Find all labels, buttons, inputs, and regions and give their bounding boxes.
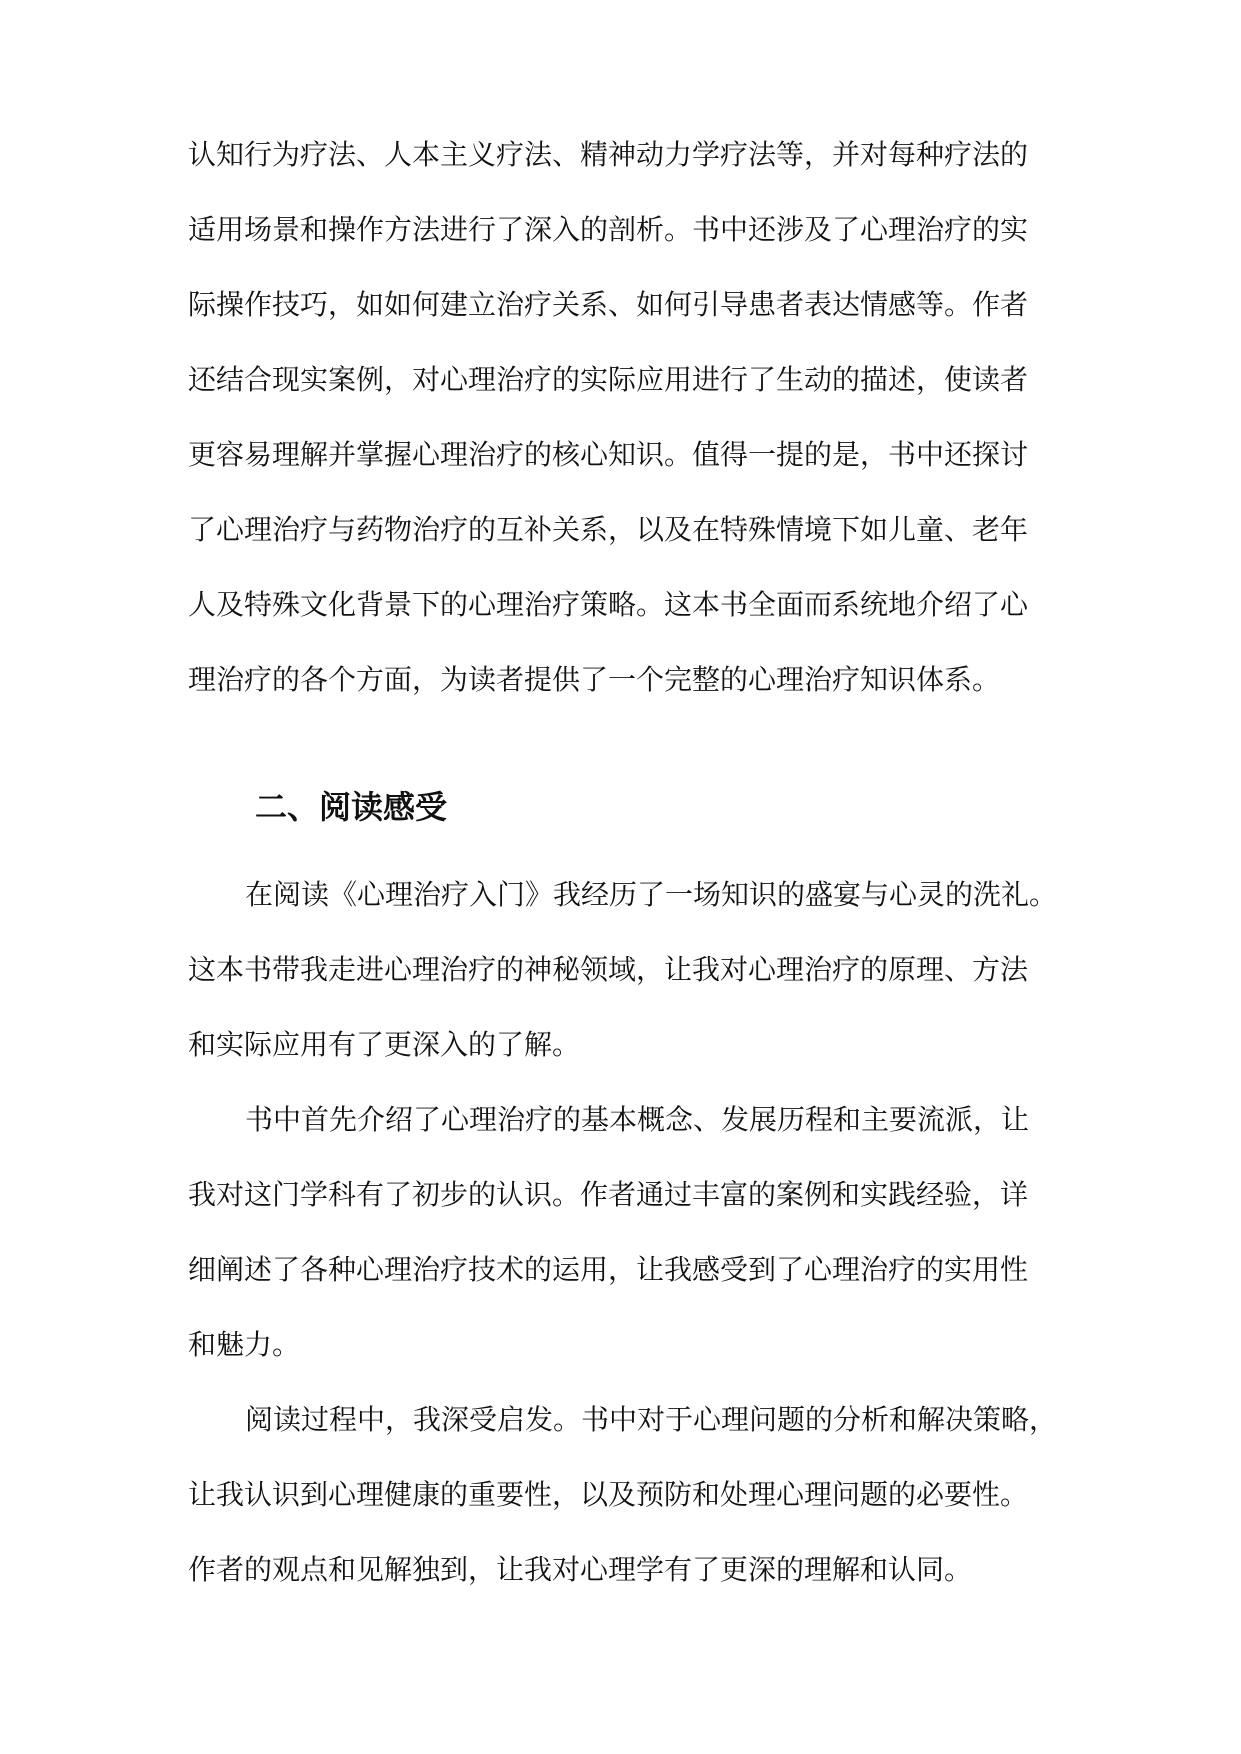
paragraph-4-line-2: 让我认识到心理健康的重要性，以及预防和处理心理问题的必要性。 — [188, 1478, 1029, 1511]
paragraph-2-line-1: 在阅读《心理治疗入门》我经历了一场知识的盛宴与心灵的洗礼。 — [245, 878, 1058, 911]
paragraph-1-line-6: 了心理治疗与药物治疗的互补关系，以及在特殊情境下如儿童、老年 — [188, 513, 1029, 546]
paragraph-2-line-3: 和实际应用有了更深入的了解。 — [188, 1028, 581, 1061]
paragraph-2-line-2: 这本书带我走进心理治疗的神秘领域，让我对心理治疗的原理、方法 — [188, 953, 1029, 986]
paragraph-3-line-3: 细阐述了各种心理治疗技术的运用，让我感受到了心理治疗的实用性 — [188, 1253, 1029, 1286]
paragraph-1-line-7: 人及特殊文化背景下的心理治疗策略。这本书全面而系统地介绍了心 — [188, 588, 1029, 621]
paragraph-3-line-2: 我对这门学科有了初步的认识。作者通过丰富的案例和实践经验，详 — [188, 1178, 1029, 1211]
paragraph-3-line-4: 和魅力。 — [188, 1328, 301, 1361]
paragraph-4-line-1: 阅读过程中，我深受启发。书中对于心理问题的分析和解决策略， — [245, 1403, 1058, 1436]
section-heading: 二、阅读感受 — [255, 788, 448, 826]
paragraph-1-line-4: 还结合现实案例，对心理治疗的实际应用进行了生动的描述，使读者 — [188, 363, 1029, 396]
paragraph-1-line-8: 理治疗的各个方面，为读者提供了一个完整的心理治疗知识体系。 — [188, 663, 1001, 696]
paragraph-1-line-3: 际操作技巧，如如何建立治疗关系、如何引导患者表达情感等。作者 — [188, 288, 1029, 321]
paragraph-1-line-2: 适用场景和操作方法进行了深入的剖析。书中还涉及了心理治疗的实 — [188, 213, 1029, 246]
paragraph-1-line-5: 更容易理解并掌握心理治疗的核心知识。值得一提的是，书中还探讨 — [188, 438, 1029, 471]
paragraph-3-line-1: 书中首先介绍了心理治疗的基本概念、发展历程和主要流派，让 — [245, 1103, 1030, 1136]
paragraph-1-line-1: 认知行为疗法、人本主义疗法、精神动力学疗法等，并对每种疗法的 — [188, 138, 1029, 171]
paragraph-4-line-3: 作者的观点和见解独到，让我对心理学有了更深的理解和认同。 — [188, 1553, 973, 1586]
